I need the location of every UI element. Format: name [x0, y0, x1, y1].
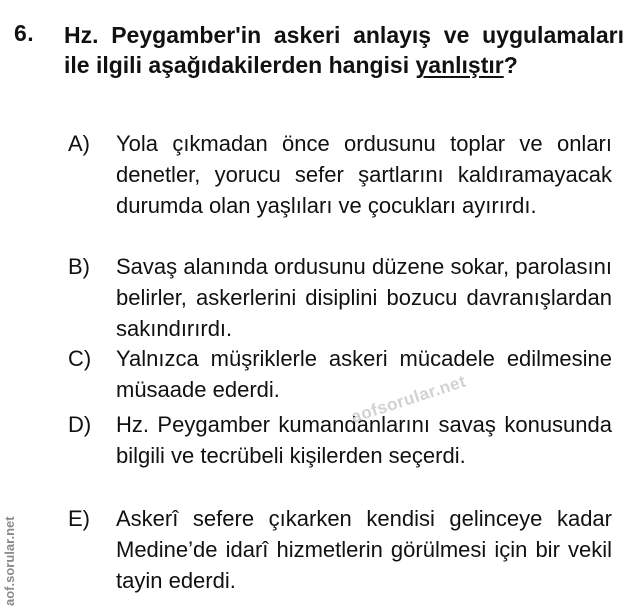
question-stem-text: Hz. Peygamber'in askeri anlayış ve uygulamaları ile ilgili aşağıdakilerden hangisi [64, 22, 624, 78]
option-text: Hz. Peygamber kumandanlarını savaş konusunda bilgili ve tecrübeli kişilerden seçerdi. [116, 412, 612, 468]
option-letter: D) [68, 412, 92, 437]
question-mark: ? [503, 52, 518, 78]
option-text: Askerî sefere çıkarken kendisi gelinceye kadar Medine’de idarî hizmetlerin görülmesi için bir vekil tayin ederdi. [116, 506, 612, 593]
option-letter: C) [68, 346, 92, 371]
question-stem [64, 20, 624, 80]
question-number: 6. [14, 20, 35, 46]
watermark-center: aofsorular.net [348, 371, 469, 427]
option-letter: E) [68, 506, 90, 531]
option-text: Yalnızca müşriklerle askeri mücadele edilmesine müsaade ederdi. [116, 346, 612, 402]
option-text: Yola çıkmadan önce ordusunu toplar ve onları denetler, yorucu sefer şartlarını kaldıramayacak durumda olan yaşlıları ve çocukları ayırırdı. [116, 131, 612, 218]
question-emphasis: yanlıştır [415, 52, 504, 78]
watermark-side: aof.sorular.net [2, 516, 17, 606]
option-letter: B) [68, 254, 90, 279]
option-text: Savaş alanında ordusunu düzene sokar, parolasını belirler, askerlerini disiplini bozucu davranışlardan sakındırırdı. [116, 254, 612, 341]
option-letter: A) [68, 131, 90, 156]
